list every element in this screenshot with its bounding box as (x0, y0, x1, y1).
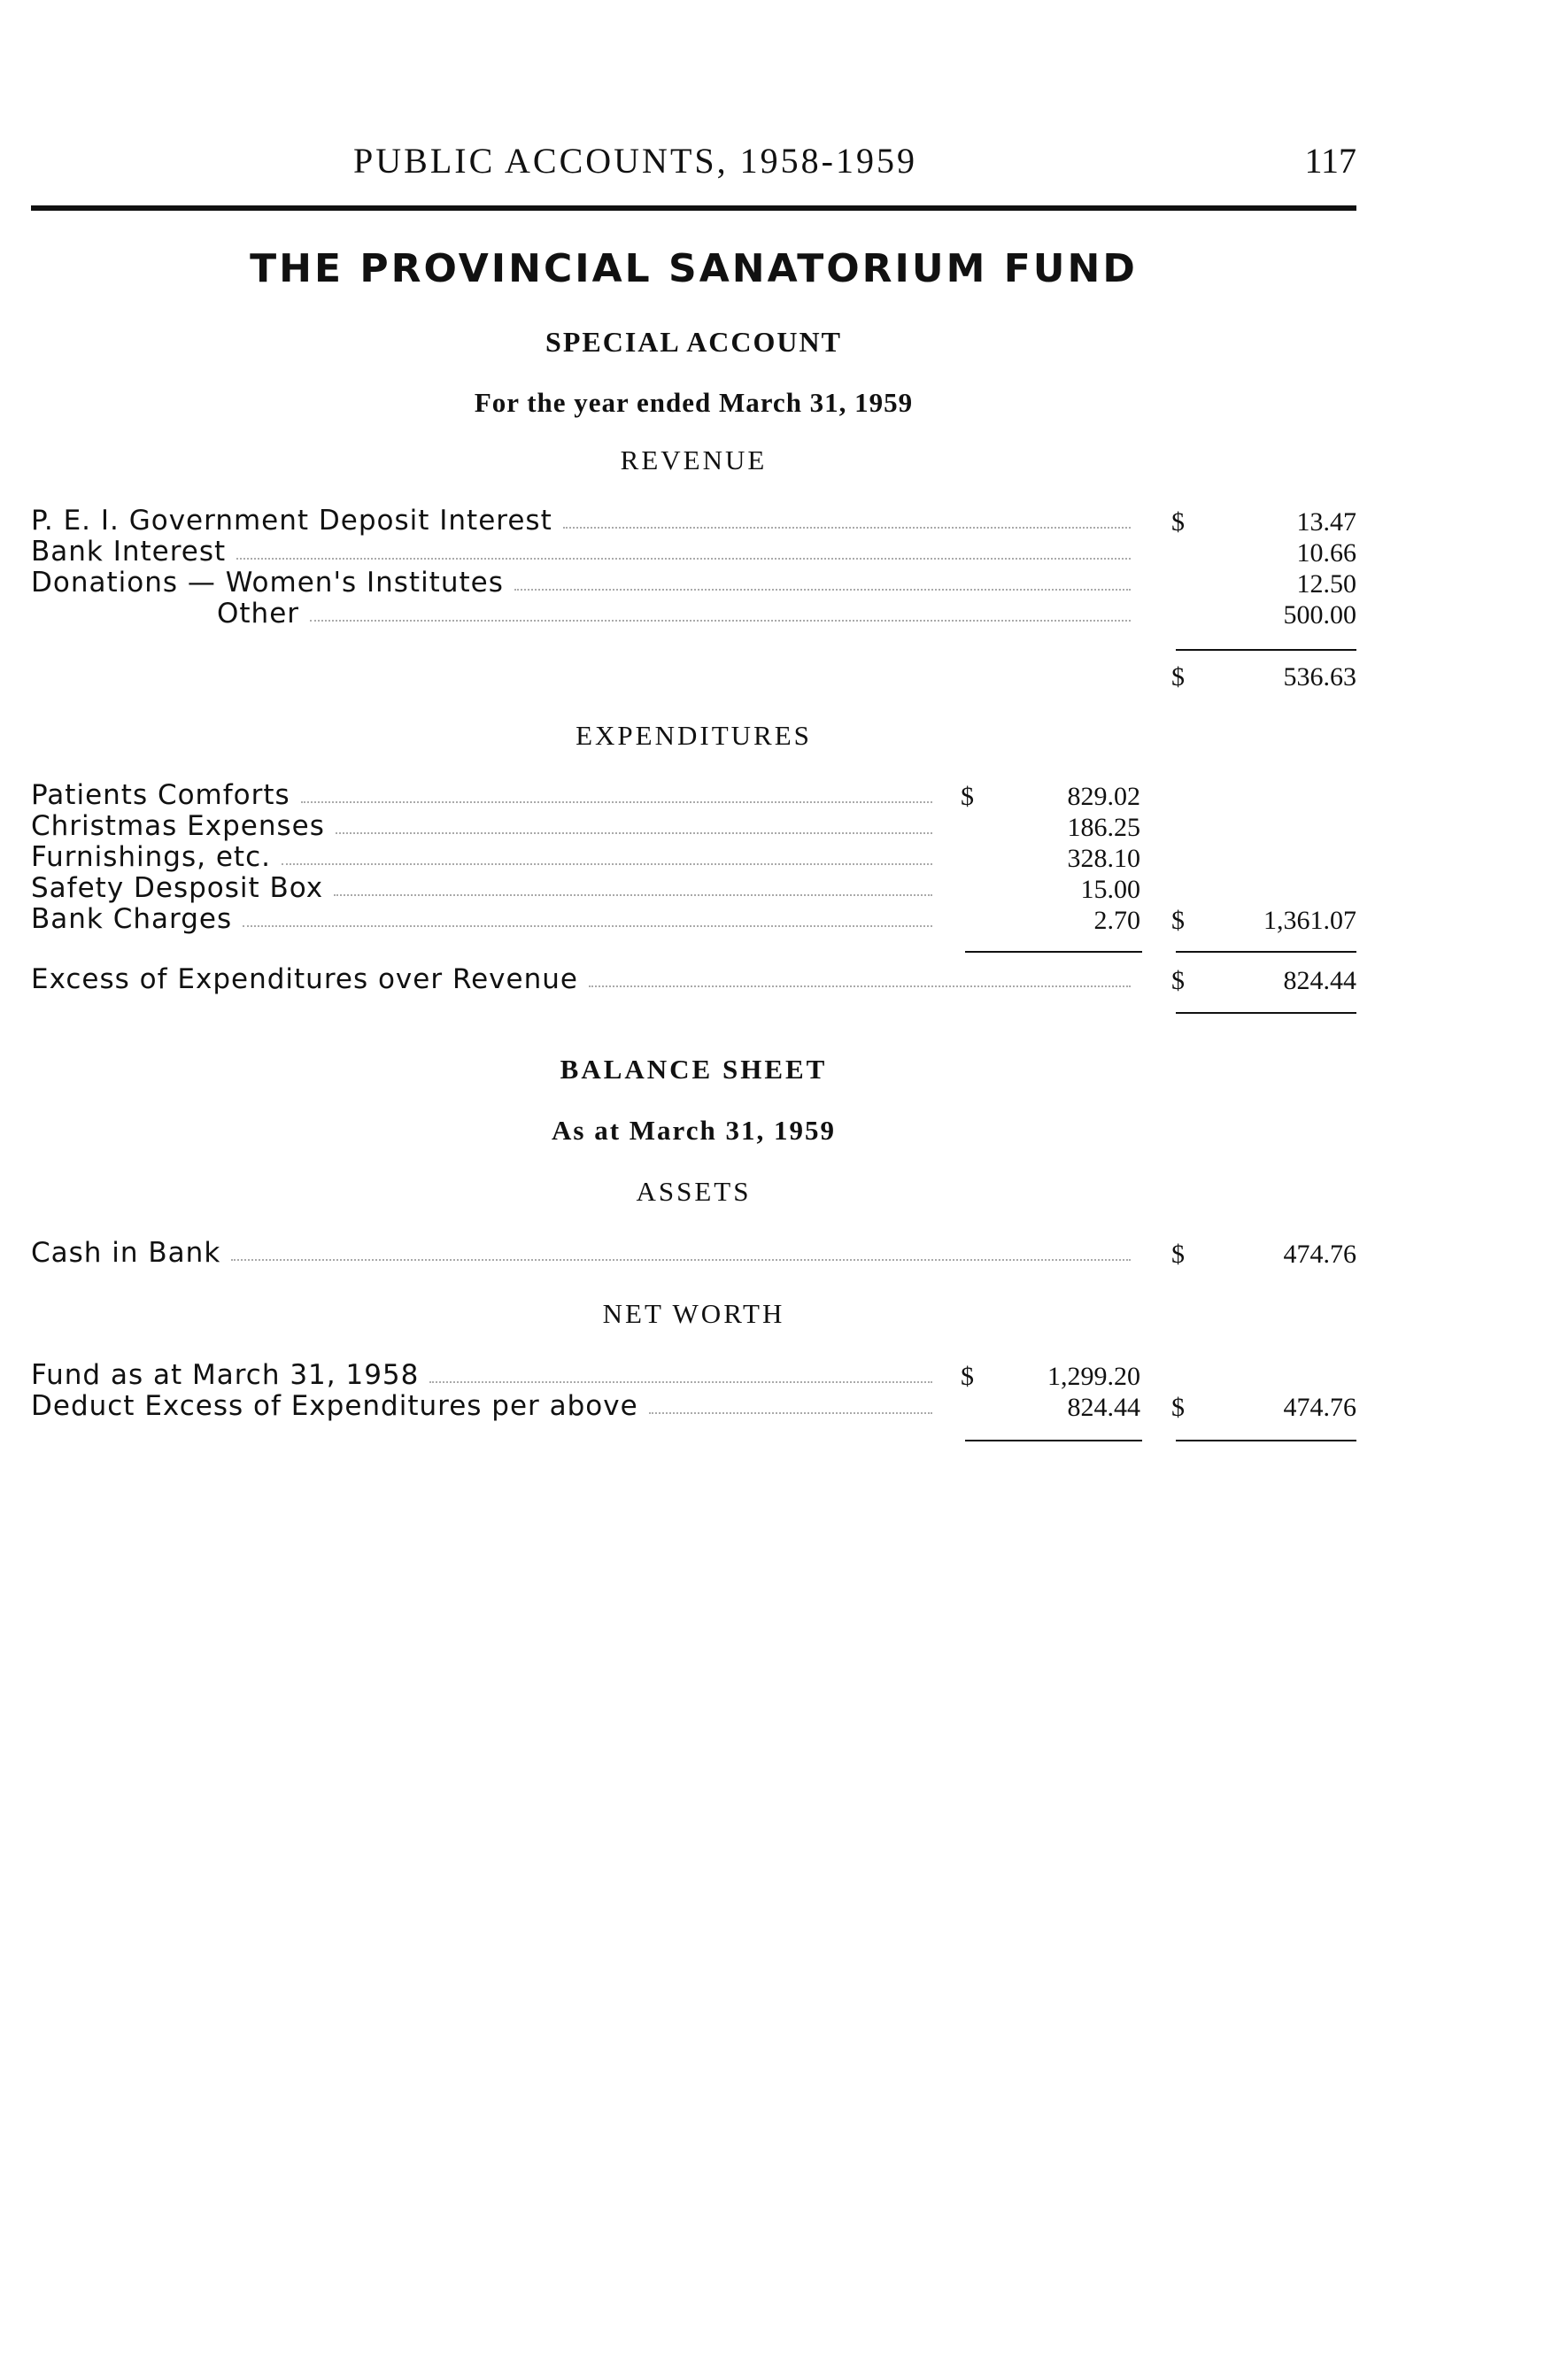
expenditure-amount: 186.25 (1067, 813, 1140, 842)
expenditure-row-patients-comforts (31, 779, 938, 811)
expenditure-label: Patients Comforts (31, 779, 290, 811)
currency-sign: $ (1171, 906, 1185, 935)
currency-sign: $ (961, 1362, 974, 1391)
net-worth-row-deduct (31, 1390, 938, 1422)
expenditure-amount: 2.70 (1093, 906, 1140, 935)
revenue-row-government-deposit-interest (31, 505, 1136, 537)
revenue-amount: 10.66 (1296, 538, 1356, 568)
header-rule (31, 205, 1356, 211)
revenue-total: 536.63 (1283, 662, 1356, 692)
net-worth-total-rule (1176, 1440, 1356, 1441)
excess-underline-rule (1176, 1012, 1356, 1014)
expenditure-label: Christmas Expenses (31, 810, 325, 842)
expenditures-total: 1,361.07 (1263, 906, 1356, 935)
revenue-label: P. E. I. Government Deposit Interest (31, 505, 552, 537)
as-at-heading: As at March 31, 1959 (552, 1115, 836, 1146)
excess-row (31, 963, 1136, 995)
dot-leader (282, 862, 932, 865)
revenue-label: Bank Interest (31, 536, 227, 568)
net-worth-heading: NET WORTH (602, 1298, 785, 1329)
dot-leader (236, 557, 1131, 560)
revenue-subtotal-rule (1176, 649, 1356, 651)
special-account-heading: SPECIAL ACCOUNT (545, 326, 842, 358)
assets-row-cash-in-bank (31, 1237, 1136, 1269)
excess-amount: 824.44 (1283, 966, 1356, 995)
dot-leader (310, 619, 1131, 622)
revenue-heading: REVENUE (620, 444, 768, 475)
expenditure-label: Bank Charges (31, 903, 233, 935)
running-header-title: PUBLIC ACCOUNTS, 1958-1959 (353, 141, 917, 181)
expenditure-row-furnishings (31, 841, 938, 873)
balance-sheet-heading: BALANCE SHEET (560, 1054, 828, 1085)
dot-leader (589, 985, 1131, 987)
expenditures-heading: EXPENDITURES (576, 720, 812, 751)
currency-sign: $ (1171, 662, 1185, 692)
currency-sign: $ (1171, 1240, 1185, 1269)
net-worth-amount: 1,299.20 (1047, 1362, 1140, 1391)
expenditure-amount: 829.02 (1067, 782, 1140, 811)
revenue-row-bank-interest (31, 536, 1136, 568)
expenditure-row-bank-charges (31, 903, 938, 935)
dot-leader (429, 1380, 932, 1383)
currency-sign: $ (961, 782, 974, 811)
currency-sign: $ (1171, 966, 1185, 995)
net-worth-label: Fund as at March 31, 1958 (31, 1359, 420, 1391)
period-heading: For the year ended March 31, 1959 (474, 387, 914, 418)
dot-leader (243, 924, 932, 927)
expenditure-amount: 328.10 (1067, 844, 1140, 873)
expenditure-label: Safety Desposit Box (31, 872, 324, 904)
net-worth-label: Deduct Excess of Expenditures per above (31, 1390, 638, 1422)
expenditure-label: Furnishings, etc. (31, 841, 271, 873)
dot-leader (336, 831, 932, 834)
excess-label: Excess of Expenditures over Revenue (31, 963, 578, 995)
expenditure-row-safety-deposit-box (31, 872, 938, 904)
revenue-label: Donations — Women's Institutes (31, 567, 504, 599)
dot-leader (301, 800, 932, 803)
expenditures-subtotal-rule (965, 951, 1142, 953)
net-worth-row-fund (31, 1359, 938, 1391)
page-number: 117 (1304, 141, 1356, 181)
revenue-row-donations-womens-institutes (31, 567, 1136, 599)
revenue-amount: 13.47 (1296, 507, 1356, 537)
asset-label: Cash in Bank (31, 1237, 221, 1269)
asset-amount: 474.76 (1283, 1240, 1356, 1269)
revenue-label: Other (217, 598, 300, 630)
expenditures-total-rule (1176, 951, 1356, 953)
fund-title: THE PROVINCIAL SANATORIUM FUND (250, 246, 1138, 291)
net-worth-subtotal-rule (965, 1440, 1142, 1441)
dot-leader (514, 588, 1131, 591)
currency-sign: $ (1171, 507, 1185, 537)
currency-sign: $ (1171, 1393, 1185, 1422)
dot-leader (334, 893, 932, 896)
net-worth-amount: 824.44 (1067, 1393, 1140, 1422)
net-worth-total: 474.76 (1283, 1393, 1356, 1422)
assets-heading: ASSETS (636, 1176, 752, 1207)
dot-leader (649, 1411, 932, 1414)
dot-leader (231, 1258, 1131, 1261)
revenue-row-other (217, 598, 1136, 630)
expenditure-row-christmas-expenses (31, 810, 938, 842)
revenue-amount: 12.50 (1296, 569, 1356, 599)
dot-leader (563, 526, 1131, 529)
revenue-amount: 500.00 (1283, 600, 1356, 630)
expenditure-amount: 15.00 (1080, 875, 1140, 904)
